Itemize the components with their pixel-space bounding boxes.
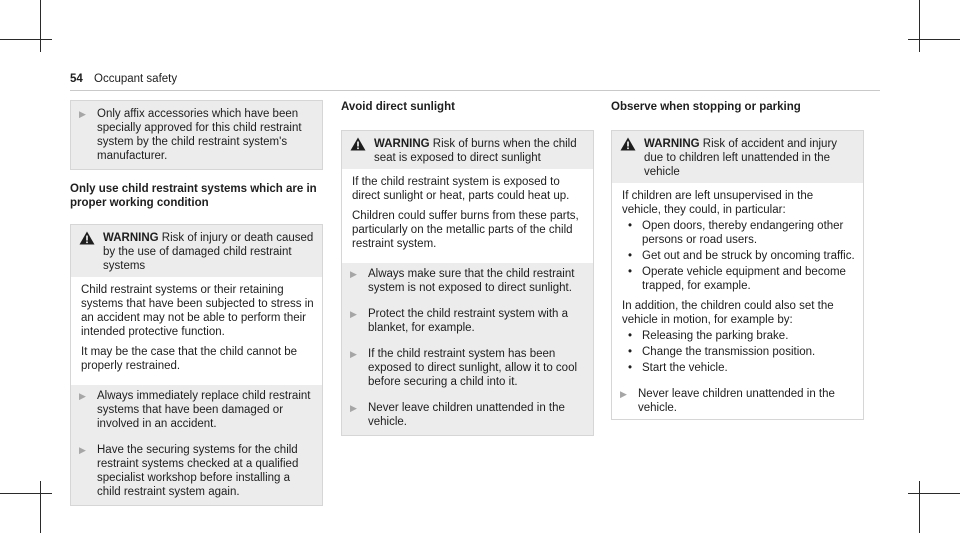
warning-box [611, 130, 864, 420]
crop-mark [908, 39, 960, 40]
instruction-step: ▶ Never leave children unattended in the vehicle. [612, 387, 863, 415]
warning-body: If the child restraint system is exposed to direct sunlight or heat, parts could heat up. Children could suffer burns from these parts, particularly on the metallic parts of the child restraint system. [352, 176, 579, 250]
bullet-icon: • [628, 346, 633, 358]
bullet-item: • Operate vehicle equipment and become trapped, for example. [628, 266, 846, 292]
bullet-icon: • [628, 266, 633, 278]
step-arrow-icon: ▶ [350, 403, 357, 413]
crop-mark [40, 481, 41, 533]
instruction-step: ▶ Protect the child restraint system with a blanket, for example. [342, 307, 593, 335]
crop-mark [40, 0, 41, 52]
step-arrow-icon: ▶ [350, 269, 357, 279]
section-heading: Only use child restraint systems which are in proper working condition [70, 183, 317, 209]
intro-box [70, 100, 323, 170]
warning-triangle-icon [79, 231, 95, 245]
warning-steps [71, 385, 322, 505]
warning-header: WARNING Risk of accident and injury due to children left unattended in the vehicle [612, 131, 863, 183]
warning-steps [342, 263, 593, 435]
column-2 [341, 100, 594, 436]
warning-body: Child restraint systems or their retaining systems that have been subjected to stress in an accident may not be able to perform their intended protective function. It may be the case that the child cannot be properly restrained. [81, 284, 314, 372]
instruction-step: ▶ Have the securing systems for the child restraint systems checked at a qualified specialist workshop before installing a child restraint system again. [71, 443, 322, 499]
bullet-item: • Change the transmission position. [628, 346, 816, 358]
instruction-step: ▶ Never leave children unattended in the vehicle. [342, 401, 593, 429]
step-arrow-icon: ▶ [79, 445, 86, 455]
warning-triangle-icon [620, 137, 636, 151]
crop-mark [908, 493, 960, 494]
warning-body: If children are left unsupervised in the vehicle, they could, in particular: • Open doors, thereby endangering other persons or road users. • Get out and be struck by oncoming traffic. • Operate vehicle equipment and become trapped, for example. In addition, the children could also set the vehicle in motion, for example by: • Releasing the parking brake. • Change the transmission position. • Start the vehicle. [622, 190, 855, 374]
warning-header: WARNING Risk of burns when the child seat is exposed to direct sunlight [342, 131, 593, 169]
warning-steps [612, 383, 863, 419]
step-arrow-icon: ▶ [79, 109, 86, 119]
crop-mark [919, 481, 920, 533]
crop-mark [919, 0, 920, 52]
column-1 [70, 100, 323, 506]
instruction-step: ▶ If the child restraint system has been exposed to direct sunlight, allow it to cool before securing a child into it. [342, 347, 593, 389]
crop-mark [0, 493, 52, 494]
page-number: 54 [70, 73, 83, 85]
bullet-icon: • [628, 362, 633, 374]
bullet-icon: • [628, 330, 633, 342]
warning-triangle-icon [350, 137, 366, 151]
warning-box [70, 224, 323, 506]
step-arrow-icon: ▶ [350, 349, 357, 359]
instruction-step: ▶ Only affix accessories which have been specially approved for this child restraint system by the child restraint system's manufacturer. [71, 107, 322, 163]
bullet-item: • Releasing the parking brake. [628, 330, 789, 342]
crop-mark [0, 39, 52, 40]
page-header [70, 73, 177, 85]
bullet-icon: • [628, 220, 633, 232]
bullet-item: • Get out and be struck by oncoming traffic. [628, 250, 855, 262]
section-heading: Observe when stopping or parking [611, 101, 801, 113]
bullet-item: • Open doors, thereby endangering other persons or road users. [628, 220, 844, 246]
step-arrow-icon: ▶ [350, 309, 357, 319]
header-rule [70, 90, 880, 91]
bullet-icon: • [628, 250, 633, 262]
section-title: Occupant safety [94, 73, 178, 85]
warning-header: WARNING Risk of injury or death caused by the use of damaged child restraint systems [71, 225, 322, 277]
warning-box [341, 130, 594, 436]
column-3 [611, 100, 864, 420]
section-heading: Avoid direct sunlight [341, 101, 455, 113]
instruction-step: ▶ Always immediately replace child restraint systems that have been damaged or involved in an accident. [71, 389, 322, 431]
step-arrow-icon: ▶ [79, 391, 86, 401]
step-arrow-icon: ▶ [620, 389, 627, 399]
instruction-step: ▶ Always make sure that the child restraint system is not exposed to direct sunlight. [342, 267, 593, 295]
bullet-item: • Start the vehicle. [628, 362, 728, 374]
